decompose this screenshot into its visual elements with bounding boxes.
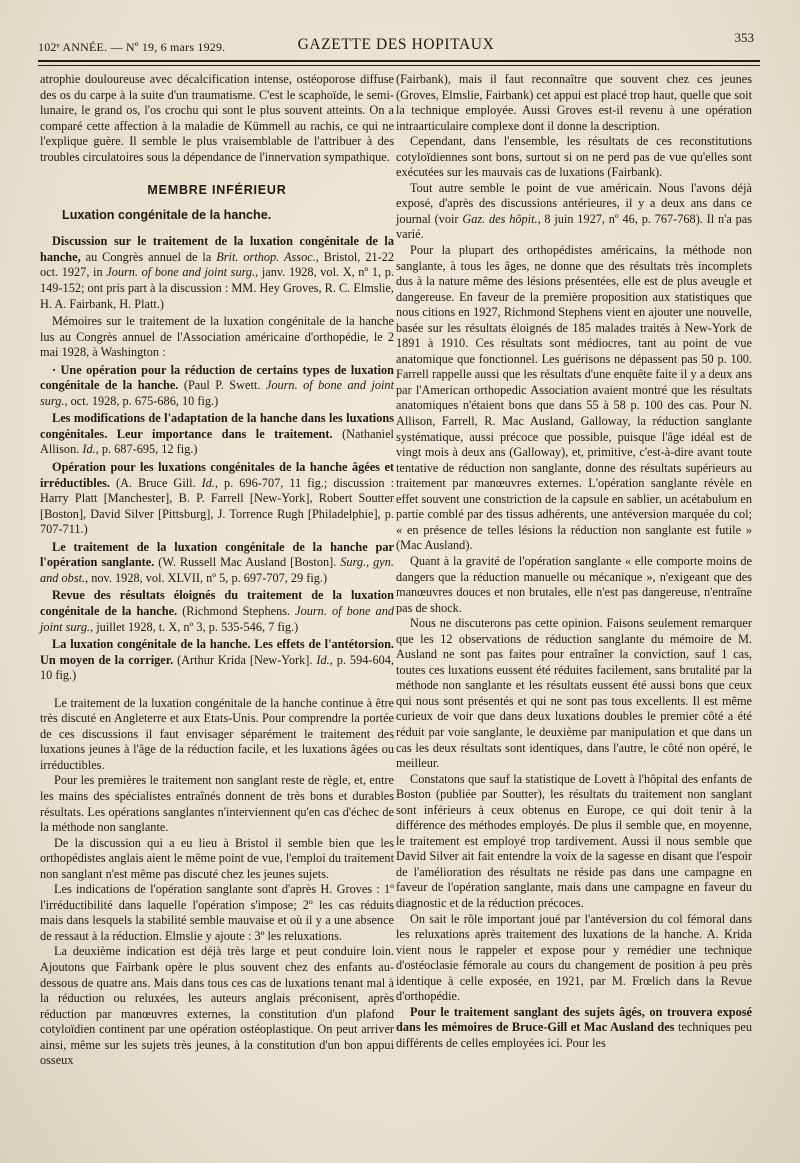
bib-entry-5-text: (A. Bruce Gill. [110,475,202,490]
section-title: MEMBRE INFÉRIEUR [147,183,287,198]
bib-entry-4-text2: , p. 687-695, 12 fig.) [95,442,198,457]
right-paragraph-6: Nous ne discuterons pas cette opinion. Faisons seulement remarquer que les 12 observations de réduction sanglante du mémoire de M. Ausland ne sont pas faites pour entraîner la conviction, sauf 1 cas, toutes ces luxations eussent été réduites facilement, sans brutalité par la méthode non sanglante et les résultats eussent été aussi bons que ceux qui nous sont présentés et qui ne sont pas tous excellents. Il est même curieux de voir que dans deux luxations doubles le premier côté a été réduit par voie sanglante, le deuxième par manipulation et que dans un cas les deux résultats sont identiques, dans l'autre, le côté non opéré, le meilleur. [396,616,752,771]
bib-entry-3 [40,363,394,410]
bib-entry-8-text2: , p. 594-604, 10 fig.) [40,652,394,683]
bib-entry-1-text3: , janv. 1928, vol. X, nº 1, p. 149-152; ont pris part à la discussion : MM. Hey Groves, R. C. Elmslie, H. A. Fairbank, H. Platt.) [40,265,394,311]
issue-line: 102ᵉ ANNÉE. — Nº 19, 6 mars 1929. [38,40,226,54]
bib-entry-5 [40,460,394,538]
right-column [396,72,752,1051]
header-rule-thick [38,60,760,62]
bib-entry-7-text: (Richmond Stephens. [177,603,296,618]
right-paragraph-9-bold: Pour le traitement sanglant des sujets âgés, on trouvera exposé dans les mémoires de Bruce-Gill et Mac Ausland des [396,1004,752,1035]
right-paragraph-1: (Fairbank), mais il faut reconnaître que souvent chez ces jeunes (Groves, Elmslie, Fairbank) cet appui est placé trop haut, quelle que soit la technique employée. Aussi Groves est-il revenu à une opération intraarticulaire complexe dont il donne la description. [396,72,752,133]
right-paragraph-9-rest: techniques peu différents de celles employées ici. Pour les [396,1020,752,1050]
right-paragraph-3-b: , 8 juin 1927, nº 46, p. 767-768). Il n'a pas varié. [396,211,752,242]
right-paragraph-3-journal: Gaz. des hôpit. [462,211,538,226]
bib-entry-7-journal: Journ. of bone and joint surg. [40,603,395,634]
right-paragraph-4: Pour la plupart des orthopédistes américains, la méthode non sanglante, à tous les âges, ne donne que des résultats très incomplets dus à la nature même des lésions présentées, elle est de plus aveugle et dangereuse. En faveur de la première proposition aux statistiques que nous citions en 1927, Richmond Stephens vient en ajouter une nouvelle, basée sur les résultats éloignés de 185 malades traités à New-York de 1891 à 1910. Ces résultats sont médiocres, tant au point de vue anatomique que fonctionnel. Les guérisons ne dépassent pas 50 p. 100. Farrell rappelle aussi que les résultats d'une enquête faite il y a deux ans par l'American orthopedic Association avaient montré que les résultats anatomiques n'étaient bons que dans 55 à 58 p. 100 des cas. Pour N. Allison, Farrell, R. Mac Ausland, Galloway, la réduction sanglante systématique, aussi précoce que possible, puisque l'âge idéal est de vingt mois à deux ans (Galloway), et, primitive, c'est-à-dire avant toute tentative de réduction non sanglante, donne des résultats supérieurs au traitement par manœuvres externes. L'opération sanglante révèle en effet souvent une constriction de la capsule en sablier, un acétabulum en partie comblé par des tissus adhérents, une antéversion marquée du col; « en présence de telles lésions la réduction non sanglante est futile » (Mac Ausland). [396,243,752,553]
bib-entry-7 [40,588,394,635]
left-paragraph-5: La deuxième indication est déjà très large et peut conduire loin. Ajoutons que Fairbank opère le plus souvent chez des enfants au-dessous de quatre ans. Mais dans tous ces cas de luxations tenant mal à la réduction ou reluxées, les auteurs anglais préconisent, après réduction par manœuvres externes, la constitution d'un plafond cotyloïdien continent par une opération ostéoplastique. On peut arriver ainsi, même sur les sujets très jeunes, à la constitution d'un bon appui osseux [40,944,394,1068]
bib-entry-4-title: Les modifications de l'adaptation de la hanche dans les luxations congénitales. Leur importance dans le traitement. [40,411,394,441]
bib-entry-1-journal: Brit. orthop. Assoc. [216,249,316,264]
header-rule-thin [38,65,760,66]
bib-entry-5-title: Opération pour les luxations congénitales de la hanche âgées et irréductibles. [40,460,394,490]
right-paragraph-5: Quant à la gravité de l'opération sanglante « elle comporte moins de dangers que la réduction manuelle ou mécanique », n'exigeant que des manœuvres douces et non brutales, elle n'est pas dangereuse, n'entraîne pas de shock. [396,553,752,615]
bib-entry-8 [40,637,394,684]
bib-entry-3-text2: , oct. 1928, p. 675-686, 10 fig.) [64,393,219,408]
left-column [40,72,394,1069]
right-paragraph-7: Constatons que sauf la statistique de Lovett à l'hôpital des enfants de Boston (publiée par Soutter), les résultats du traitement non sanglant sont inférieurs à ceux obtenus en Europe, ce qui doit tenir à la différence des méthodes employés. De plus il semble que, en moyenne, le traitement est employé trop tardivement. Aussi il nous semble que David Silver ait fait entendre la voix de la sagesse en disant que l'espoir de l'amélioration des résultats ne réside pas dans une campagne en faveur de l'opération sanglante, mais dans une campagne en faveur du diagnostic et de la réduction précoces. [396,771,752,910]
bib-entry-1-text2: , Bristol, 21-22 oct. 1927, in [40,249,395,280]
journal-title: GAZETTE DES HOPITAUX [297,36,495,53]
bib-entry-6-text: (W. Russell Mac Ausland [Boston]. [154,555,341,570]
bib-entry-4-journal: Id. [82,442,96,457]
running-header [38,30,754,60]
bib-entry-8-title: La luxation congénitale de la hanche. Les effets de l'antétorsion. Un moyen de la corriger. [40,637,394,667]
bib-entry-1-text: au Congrès annuel de la [85,249,217,264]
bib-entry-6-title: Le traitement de la luxation congénitale de la hanche par l'opération sanglante. [40,539,394,570]
right-paragraph-3 [396,181,752,243]
bib-entry-5-journal: Id. [201,475,215,490]
spacer [40,684,394,696]
bib-entry-3-title: · Une opération pour la réduction de certains types de luxation congénitale de la hanche. [40,362,394,393]
left-paragraph-3: De la discussion qui a eu lieu à Bristol il semble bien que les orthopédistes anglais aient le même point de vue, l'emploi du traitement non sanglant n'est même pas discuté chez les jeunes sujets. [40,835,394,881]
right-paragraph-9 [396,1005,752,1052]
bib-entry-6-text2: , nov. 1928, vol. XLVII, nº 5, p. 697-707, 29 fig.) [85,570,328,585]
bib-entry-6-journal: Surg., gyn. and obst. [40,555,394,585]
subsection-title: Luxation congénitale de la hanche. [62,207,272,222]
left-paragraph-1: Le traitement de la luxation congénitale de la hanche continue à être très discuté en Angleterre et aux Etats-Unis. Pour comprendre la portée de ces discussions il faut envisager séparément le traitement des luxations jeunes à l'âge de la réduction facile, et les luxations âgées ou irréductibles. [40,695,394,772]
left-paragraph-4: Les indications de l'opération sanglante sont d'après H. Groves : 1º l'irréductibilité dans laquelle l'opération s'impose; 2º les cas réduits mais dans lesquels la stabilité semble mauvaise et où il y a une absence de ressaut à la réduction. Elmslie y ajoute : 3º les reluxations. [40,882,394,943]
page-number: 353 [734,30,754,45]
bib-entry-3-journal: Journ. of bone and joint surg. [40,378,394,408]
bib-entry-8-text: (Arthur Krida [New-York]. [173,652,317,667]
bib-entry-3-text: (Paul P. Swett. [178,378,266,393]
right-paragraph-2: Cependant, dans l'ensemble, les résultats de ces reconstitutions cotyloïdiennes sont bons, surtout si on ne perd pas de vue qu'elles sont exécutées sur les mauvais cas de luxations (Fairbank). [396,134,752,180]
right-paragraph-8: On sait le rôle important joué par l'antéversion du col fémoral dans les reluxations après traitement des luxations de la hanche. A. Krida vient nous le rappeler et expose pour y remédier une technique d'ostéoclasie fémorale au cours du changement de position à peu près identique à celle exposée, en 1921, par M. Frœlich dans la Revue d'orthopédie. [396,911,752,1004]
bib-entry-1-title: Discussion sur le traitement de la luxation congénitale de la hanche, [40,234,394,264]
bib-entry-2: Mémoires sur le traitement de la luxation congénitale de la hanche lus au Congrès annuel de l'Association américaine d'orthopédie, le 2 mai 1928, à Washington : [40,314,394,360]
bib-entry-1-journal2: Journ. of bone and joint surg. [106,265,256,280]
bib-entry-5-text2: , p. 696-707, 11 fig.; discussion : Harry Platt [Manchester], B. P. Farrell [New-York], Robert Soutter [Boston], David Silver [Pittsburg], J. Torrence Rugh [Philadelphie], p. 707-711.) [40,475,394,537]
bib-entry-4 [40,411,394,458]
intro-paragraph: atrophie douloureuse avec décalcification intense, ostéoporose diffuse des os du carpe à la suite d'un traumatisme. C'est le scaphoïde, le semi-lunaire, le grand os, l'os crochu qui sont le plus souvent atteints. On a comparé cette affection à la maladie de Kümmell au rachis, ce qui ne l'explique guère. Il semble le plus vraisemblable de l'attribuer à des troubles circulatoires sous la dépendance de l'innervation sympathique. [40,72,394,164]
bib-entry-1 [40,234,394,312]
bib-entry-6 [40,540,394,587]
bib-entry-8-journal: Id. [316,652,330,667]
left-paragraph-2: Pour les premières le traitement non sanglant reste de règle, et, entre les mains des spécialistes entraînés donnent de très bons et durables résultats. Les opérations sanglantes n'interviennent qu'en cas d'échec de la méthode non sanglante. [40,773,394,835]
bib-entry-7-title: Revue des résultats éloignés du traitement de la luxation congénitale de la hanche. [40,588,394,618]
right-paragraph-3-a: Tout autre semble le point de vue américain. Nous l'avons déjà exposé, d'après des discussions antérieures, il y a deux ans dans ce journal (voir [396,180,752,226]
bib-entry-7-text2: , juillet 1928, t. X, nº 3, p. 535-546, 7 fig.) [90,619,299,634]
bib-entry-4-text: (Nathaniel Allison. [40,426,394,457]
